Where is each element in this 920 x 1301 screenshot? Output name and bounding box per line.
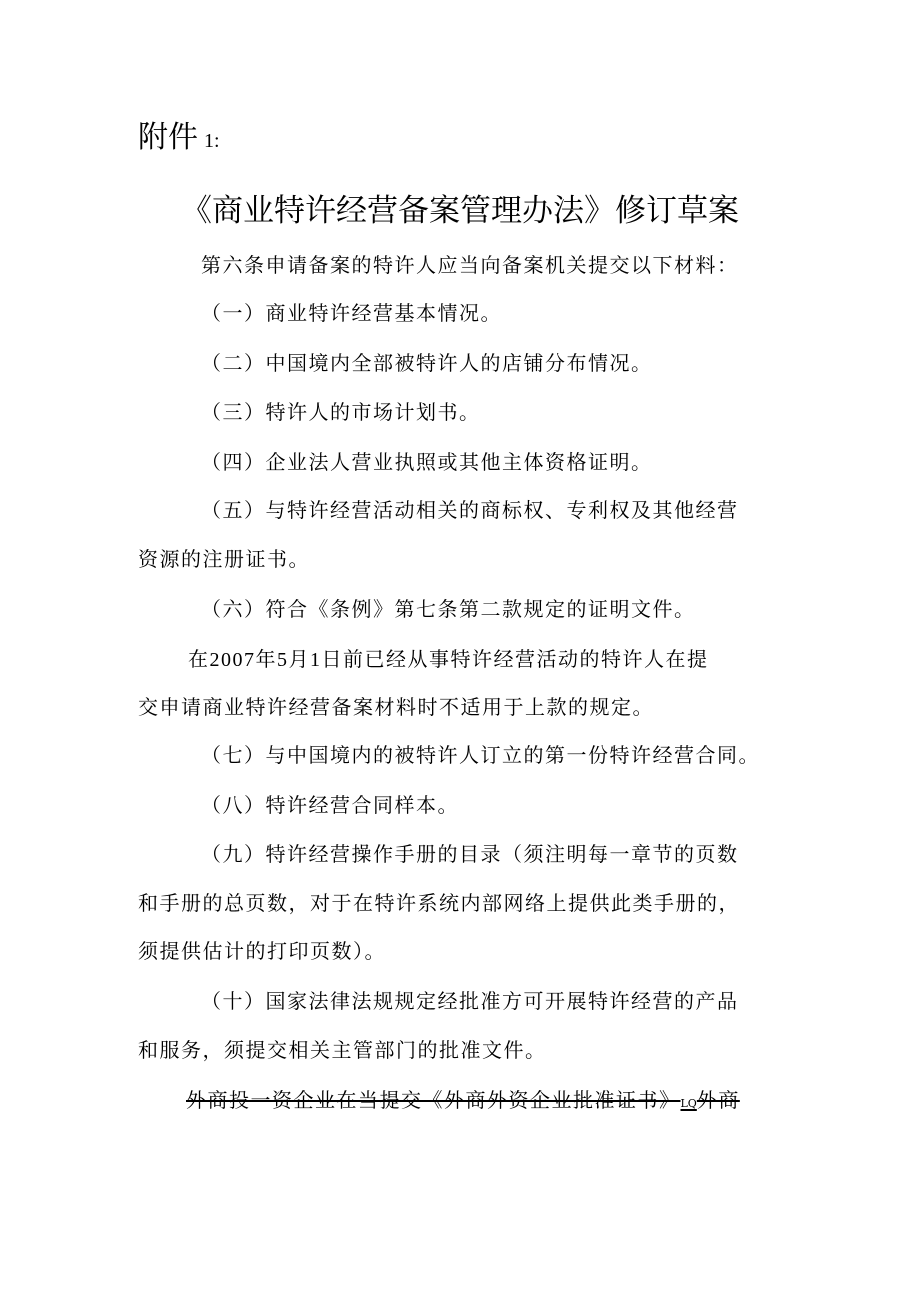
paragraph-line: （十）国家法律法规规定经批准方可开展特许经营的产品 [201,989,739,1013]
struck-text-end: 外商 [696,1088,740,1112]
paragraph-line: （七）与中国境内的被特许人订立的第一份特许经营合同。 [201,743,760,767]
paragraph-line: 第六条申请备案的特许人应当向备案机关提交以下材料： [201,253,739,277]
paragraph-line: 资源的注册证书。 [138,547,310,571]
paragraph-line: 交申请商业特许经营备案材料时不适用于上款的规定。 [138,695,654,719]
paragraph-line: （五）与特许经营活动相关的商标权、专利权及其他经营 [201,498,739,522]
paragraph-line: 须提供估计的打印页数）。 [138,939,386,963]
paragraph-line: 在2007年5月1日前已经从事特许经营活动的特许人在提 [188,649,709,671]
attachment-label [138,116,220,163]
paragraph-line: （二）中国境内全部被特许人的店铺分布情况。 [201,351,653,375]
paragraph-line: 和服务，须提交相关主管部门的批准文件。 [138,1038,547,1062]
struck-mark: LQ [680,1097,697,1110]
paragraph-line: （四）企业法人营业执照或其他主体资格证明。 [201,450,653,474]
paragraph-line: （八）特许经营合同样本。 [201,793,459,817]
paragraph-line: （一）商业特许经营基本情况。 [201,301,502,325]
struck-text: 外商投一资企业在当提交《外商外资企业批准证书》 [186,1088,681,1112]
paragraph-line: 和手册的总页数，对于在特许系统内部网络上提供此类手册的， [138,891,740,915]
attachment-text: 附件 [138,120,198,155]
attachment-number: 1: [204,130,220,152]
paragraph-line: （三）特许人的市场计划书。 [201,400,481,424]
paragraph-line: （九）特许经营操作手册的目录（须注明每一章节的页数 [201,842,739,866]
document-title: 《商业特许经营备案管理办法》修订草案 [181,193,739,229]
paragraph-line: （六）符合《条例》第七条第二款规定的证明文件。 [201,597,696,621]
struck-paragraph-line [186,1085,740,1119]
